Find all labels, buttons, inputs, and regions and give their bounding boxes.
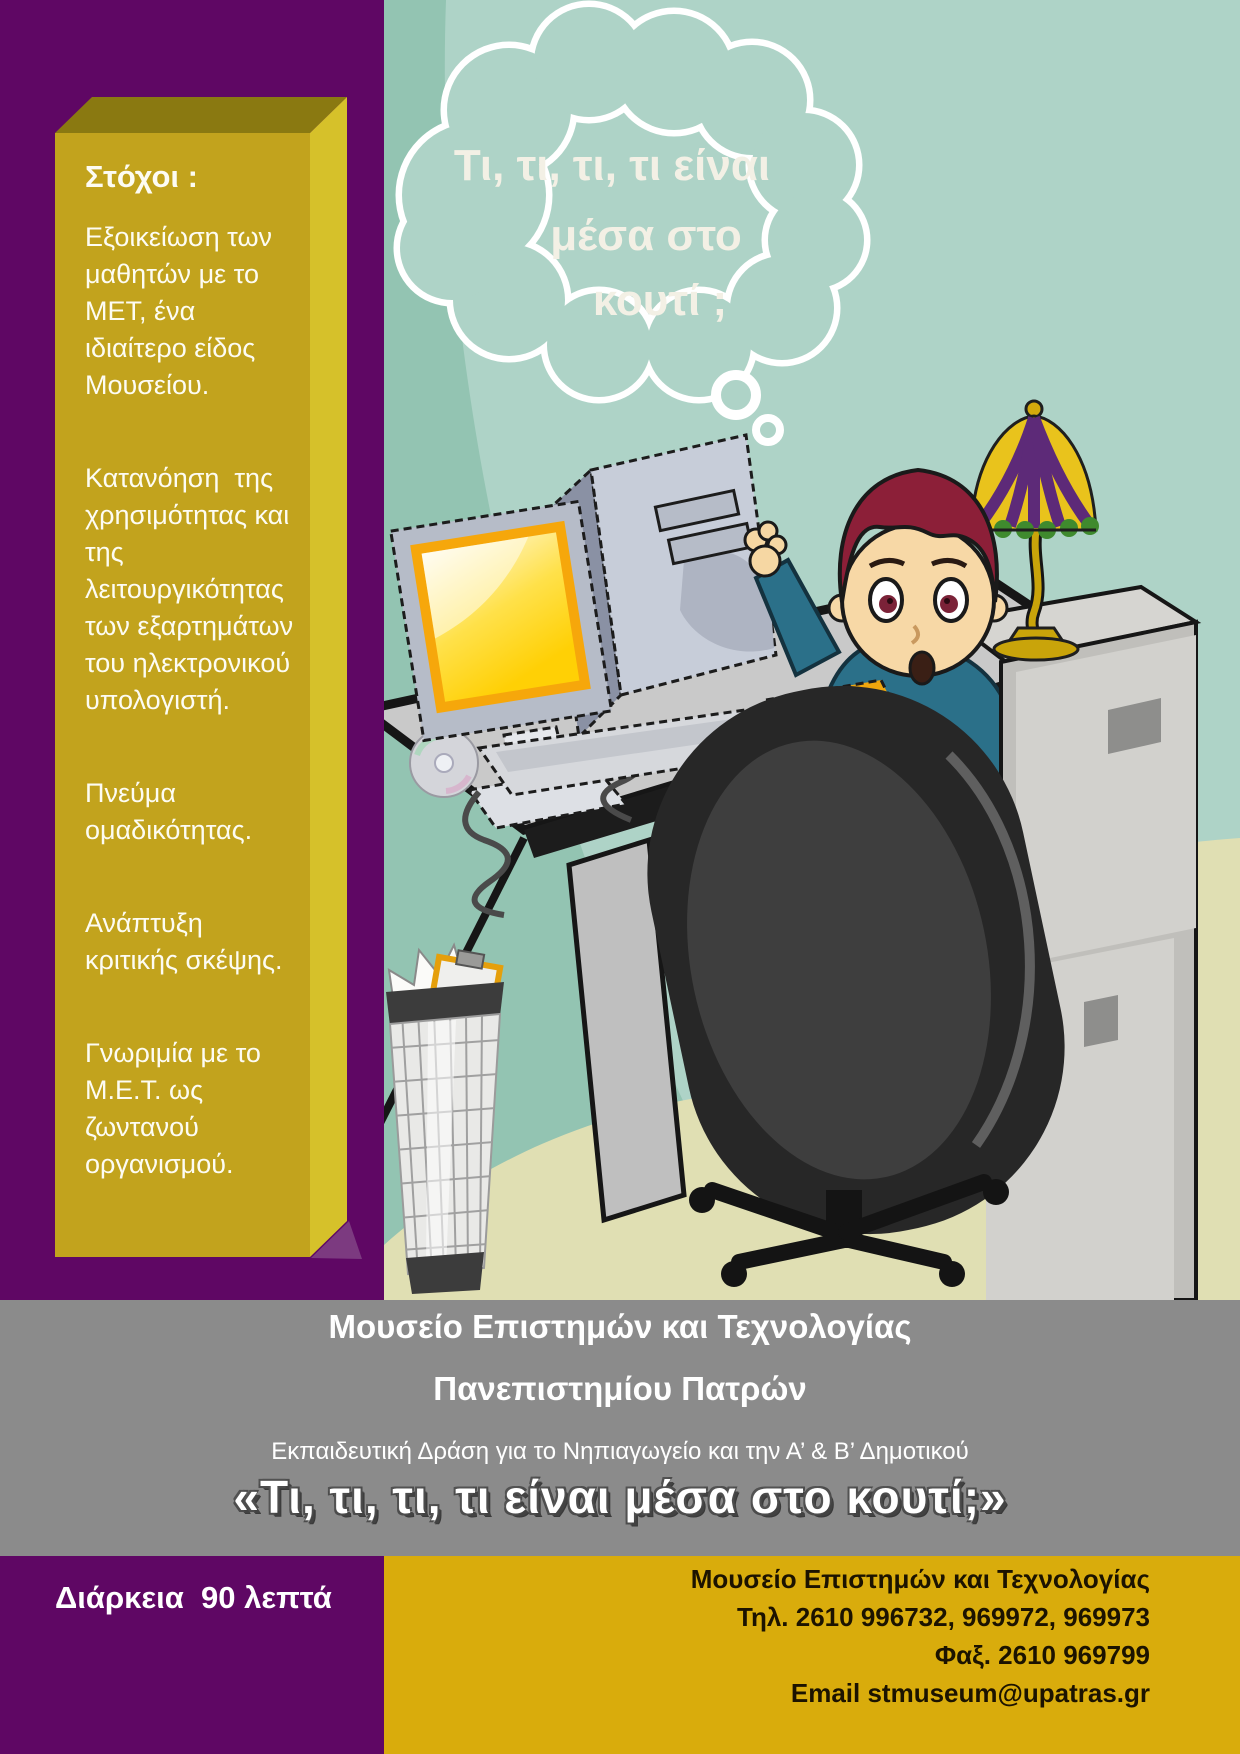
contact-org: Μουσείο Επιστημών και Τεχνολογίας (690, 1564, 1150, 1594)
goal-item: Κατανόηση της χρησιμότητας και της λειτουργικότητας των εξαρτημάτων του ηλεκτρονικού υπολογιστή. (85, 463, 301, 715)
goal-item: Πνεύμα ομαδικότητας. (85, 778, 253, 845)
bubble-trail-large (716, 375, 756, 415)
contact-info (691, 1560, 1240, 1712)
surprised-mouth (910, 652, 934, 684)
thought-bubble (400, 7, 864, 442)
bubble-text-line1: Τι, τι, τι, τι είναι (453, 141, 771, 190)
duration-label: Διάρκεια 90 λεπτά (55, 1580, 332, 1615)
computer-monitor (391, 501, 612, 740)
footer (0, 1556, 1240, 1754)
organization-name-line2: Πανεπιστημίου Πατρών (433, 1370, 807, 1407)
footer-gold-block (384, 1556, 1240, 1754)
footer-purple-block (0, 1556, 384, 1754)
drawer-handle (1084, 995, 1118, 1047)
goal-item: Γνωριμία με το Μ.Ε.Τ. ως ζωντανού οργανισμού. (85, 1038, 269, 1179)
bubble-trail-small (756, 418, 780, 442)
contact-fax: Φαξ. 2610 969799 (934, 1640, 1150, 1670)
goal-item: Εξοικείωση των μαθητών με το ΜΕΤ, ένα ιδιαίτερο είδος Μουσείου. (85, 222, 280, 400)
illustration-panel (384, 0, 1240, 1300)
organization-name-line1: Μουσείο Επιστημών και Τεχνολογίας (328, 1308, 912, 1345)
bubble-text-line2: μέσα στο (550, 211, 742, 260)
sidebar (0, 0, 384, 1300)
bubble-text-line3: κουτί ; (592, 276, 728, 325)
contact-phone: Τηλ. 2610 996732, 969972, 969973 (737, 1602, 1150, 1632)
cd-disc (410, 729, 478, 797)
cabinet-drawer (1016, 635, 1196, 965)
goal-item: Ανάπτυξη κριτικής σκέψης. (85, 908, 283, 975)
computer-scene-graphic (384, 0, 1240, 1300)
goals-list (55, 133, 310, 1257)
banner (0, 1300, 1240, 1556)
banner-subtitle: Εκπαιδευτική Δράση για το Νηπιαγωγείο και την Α’ & Β’ Δημοτικού (271, 1438, 969, 1465)
contact-email: Email stmuseum@upatras.gr (790, 1678, 1150, 1708)
activity-headline: «Τι, τι, τι, τι είναι μέσα στο κουτί;» (233, 1471, 1007, 1523)
goals-title: Στόχοι : (85, 159, 198, 194)
